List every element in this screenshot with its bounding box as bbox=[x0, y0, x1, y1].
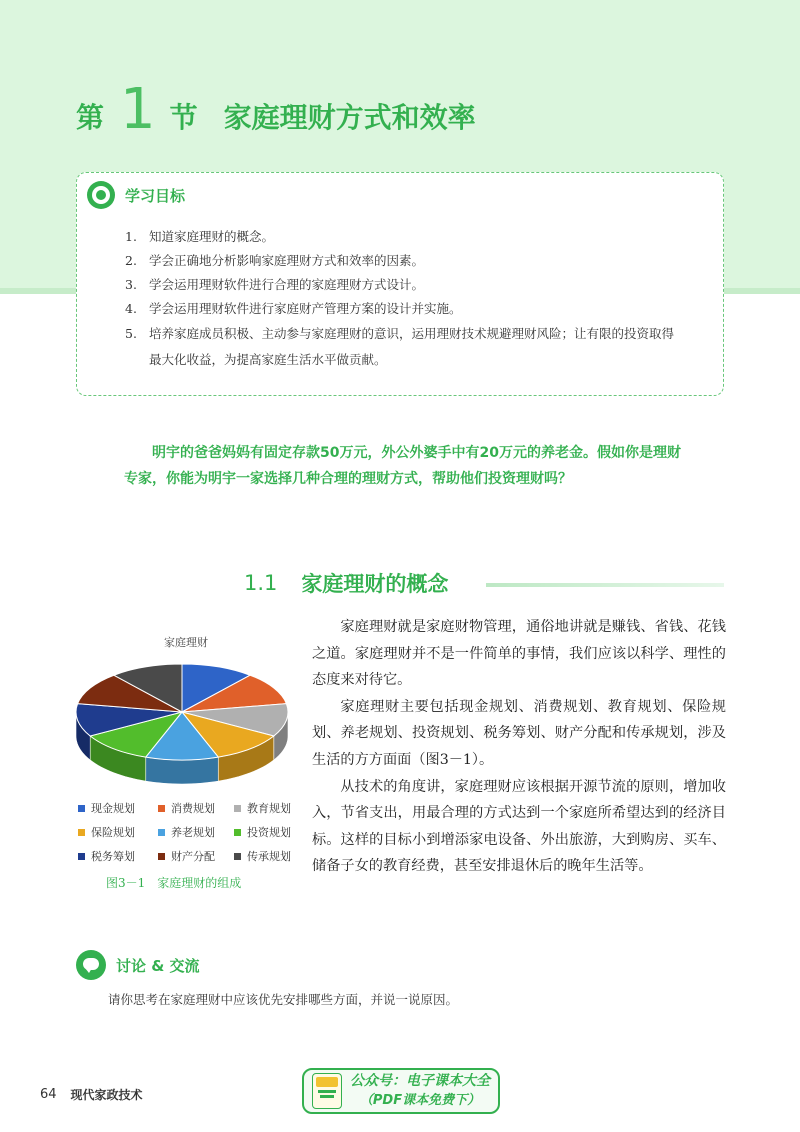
legend-label: 保险规划 bbox=[91, 826, 135, 839]
page-footer bbox=[40, 1086, 143, 1103]
section-title: 家庭理财的概念 bbox=[301, 572, 449, 596]
objective-text: 知道家庭理财的概念。 bbox=[149, 229, 275, 244]
watermark-text bbox=[342, 1072, 498, 1110]
legend-label: 税务筹划 bbox=[91, 850, 135, 863]
page-number: 64 bbox=[40, 1087, 57, 1102]
legend-label: 养老规划 bbox=[171, 826, 215, 839]
objective-number: 3. bbox=[125, 277, 137, 292]
scenario-paragraph: 明宇的爸爸妈妈有固定存款50万元，外公外婆手中有20万元的养老金。假如你是理财专家，你能为明宇一家选择几种合理的理财方式，帮助他们投资理财吗？ bbox=[124, 445, 681, 487]
legend-swatch bbox=[234, 805, 241, 812]
watermark-badge bbox=[302, 1068, 500, 1114]
chart-legend bbox=[78, 800, 300, 864]
section-number: 1.1 bbox=[244, 571, 278, 595]
objectives-header bbox=[87, 181, 185, 209]
discussion-title: 讨论 & 交流 bbox=[116, 956, 200, 975]
objective-item bbox=[125, 321, 685, 373]
chapter-number: 1 bbox=[120, 77, 156, 142]
legend-label: 教育规划 bbox=[247, 802, 291, 815]
textbook-logo-icon bbox=[312, 1073, 342, 1109]
objectives-list bbox=[125, 225, 685, 373]
legend-swatch bbox=[158, 829, 165, 836]
body-paragraph: 家庭理财就是家庭财物管理，通俗地讲就是赚钱、省钱、花钱之道。家庭理财并不是一件简单的事情，我们应该以科学、理性的态度来对待它。 bbox=[312, 619, 726, 689]
legend-item bbox=[158, 800, 234, 816]
chapter-name: 家庭理财方式和效率 bbox=[223, 101, 476, 134]
objective-item bbox=[125, 273, 685, 297]
objective-text: 学会运用理财软件进行合理的家庭理财方式设计。 bbox=[149, 277, 425, 292]
objective-number: 5. bbox=[125, 326, 137, 341]
body-paragraph: 家庭理财主要包括现金规划、消费规划、教育规划、保险规划、养老规划、投资规划、税务筹划、财产分配和传承规划，涉及生活的方方面面（图3－1）。 bbox=[312, 698, 726, 768]
discussion-prompt: 请你思考在家庭理财中应该优先安排哪些方面，并说一说原因。 bbox=[108, 992, 459, 1007]
legend-swatch bbox=[78, 829, 85, 836]
objective-number: 2. bbox=[125, 253, 137, 268]
target-icon bbox=[87, 181, 115, 209]
pie-chart bbox=[72, 648, 300, 796]
legend-item bbox=[78, 848, 158, 864]
legend-label: 投资规划 bbox=[247, 826, 291, 839]
objective-item bbox=[125, 225, 685, 249]
objective-number: 1. bbox=[125, 229, 137, 244]
chapter-suffix: 节 bbox=[169, 101, 198, 134]
chat-bubble-icon bbox=[76, 950, 106, 980]
body-paragraph: 从技术的角度讲，家庭理财应该根据开源节流的原则，增加收入，节省支出，用最合理的方式达到一个家庭所希望达到的经济目标。这样的目标小到增添家电设备、外出旅游，大到购房、买车、储备子女的教育经费，甚至安排退休后的晚年生活等。 bbox=[312, 778, 726, 875]
objective-text: 学会运用理财软件进行家庭财产管理方案的设计并实施。 bbox=[149, 301, 462, 316]
legend-item bbox=[234, 848, 304, 864]
learning-objectives-box bbox=[76, 172, 724, 396]
chart-title: 家庭理财 bbox=[164, 636, 208, 649]
legend-swatch bbox=[78, 853, 85, 860]
objectives-title: 学习目标 bbox=[125, 186, 186, 205]
figure-3-1 bbox=[72, 624, 300, 894]
body-text bbox=[312, 614, 726, 880]
legend-item bbox=[158, 824, 234, 840]
legend-swatch bbox=[234, 829, 241, 836]
objective-text: 培养家庭成员积极、主动参与家庭理财的意识，运用理财技术规避理财风险；让有限的投资取得最大化收益，为提高家庭生活水平做贡献。 bbox=[149, 326, 675, 367]
legend-label: 传承规划 bbox=[247, 850, 291, 863]
legend-item bbox=[78, 800, 158, 816]
scenario-text bbox=[124, 440, 684, 492]
legend-swatch bbox=[158, 805, 165, 812]
chapter-title bbox=[76, 77, 476, 142]
legend-label: 消费规划 bbox=[171, 802, 215, 815]
book-title: 现代家政技术 bbox=[70, 1088, 143, 1102]
watermark-line-1: 公众号：电子课本大全 bbox=[350, 1073, 490, 1089]
legend-item bbox=[78, 824, 158, 840]
objective-number: 4. bbox=[125, 301, 137, 316]
legend-label: 财产分配 bbox=[171, 850, 215, 863]
section-rule bbox=[486, 583, 724, 587]
legend-label: 现金规划 bbox=[91, 802, 135, 815]
discussion-header bbox=[76, 950, 200, 980]
section-heading bbox=[244, 568, 448, 598]
objective-item bbox=[125, 249, 685, 273]
legend-item bbox=[234, 800, 304, 816]
legend-item bbox=[234, 824, 304, 840]
objective-item bbox=[125, 297, 685, 321]
legend-swatch bbox=[158, 853, 165, 860]
figure-caption: 图3－1 家庭理财的组成 bbox=[106, 876, 242, 890]
legend-swatch bbox=[234, 853, 241, 860]
chapter-prefix: 第 bbox=[76, 101, 105, 134]
pie-slice-side-养老规划 bbox=[146, 757, 219, 784]
watermark-line-2: （PDF课本免费下） bbox=[359, 1093, 481, 1108]
legend-swatch bbox=[78, 805, 85, 812]
objective-text: 学会正确地分析影响家庭理财方式和效率的因素。 bbox=[149, 253, 425, 268]
legend-item bbox=[158, 848, 234, 864]
